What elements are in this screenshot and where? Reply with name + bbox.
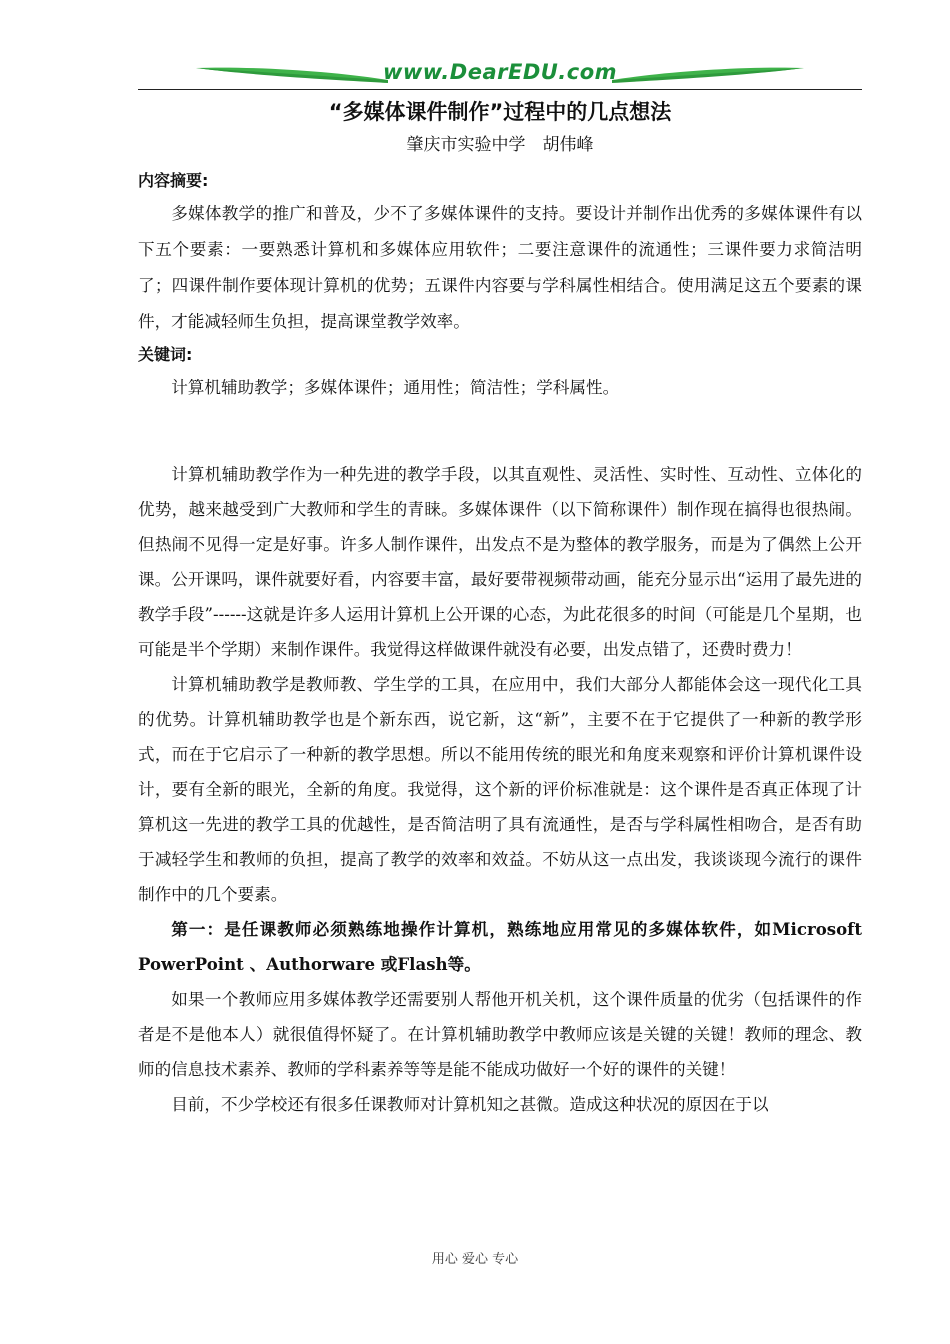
article-content [138, 166, 862, 1122]
abstract-text: 多媒体教学的推广和普及，少不了多媒体课件的支持。要设计并制作出优秀的多媒体课件有以下五个要素：一要熟悉计算机和多媒体应用软件；二要注意课件的流通性；三课件要力求简洁明了；四课件制作要体现计算机的优势；五课件内容要与学科属性相结合。使用满足这五个要素的课件，才能减轻师生负担，提高课堂教学效率。 [138, 204, 862, 331]
keywords-text: 计算机辅助教学；多媒体课件；通用性；简洁性；学科属性。 [171, 378, 620, 397]
body-paragraph-3: 如果一个教师应用多媒体教学还需要别人帮他开机关机，这个课件质量的优劣（包括课件的作者是不是他本人）就很值得怀疑了。在计算机辅助教学中教师应该是关键的关键！教师的理念、教师的信息技术素养、教师的学科素养等等是能不能成功做好一个好的课件的关键！ [138, 990, 862, 1079]
body-paragraph-4: 目前，不少学校还有很多任课教师对计算机知之甚微。造成这种状况的原因在于以 [171, 1095, 769, 1114]
site-logo-text: www.DearEDU.com [382, 60, 618, 84]
body-paragraph-1: 计算机辅助教学作为一种先进的教学手段，以其直观性、灵活性、实时性、互动性、立体化的优势，越来越受到广大教师和学生的青睐。多媒体课件（以下简称课件）制作现在搞得也很热闹。但热闹不见得一定是好事。许多人制作课件，出发点不是为整体的教学服务，而是为了偶然上公开课。公开课吗，课件就要好看，内容要丰富，最好要带视频带动画，能充分显示出“运用了最先进的教学手段”------这就是许多人运用计算机上公开课的心态，为此花很多的时间（可能是几个星期，也可能是半个学期）来制作课件。我觉得这样做课件就没有必要，出发点错了，还费时费力！ [138, 465, 862, 659]
site-banner [138, 56, 862, 100]
page-footer: 用心 爱心 专心 [431, 1252, 519, 1267]
section-spacer [138, 435, 862, 457]
article-author: 肇庆市实验中学 胡伟峰 [406, 135, 594, 155]
abstract-label: 内容摘要: [138, 171, 209, 190]
article-title: “多媒体课件制作”过程中的几点想法 [328, 100, 672, 124]
keywords-label: 关键词: [138, 345, 193, 364]
header-rule [138, 89, 862, 90]
body-paragraph-2: 计算机辅助教学是教师教、学生学的工具，在应用中，我们大部分人都能体会这一现代化工具的优势。计算机辅助教学也是个新东西，说它新，这“新”，主要不在于它提供了一种新的教学形式，而在于它启示了一种新的教学思想。所以不能用传统的眼光和角度来观察和评价计算机课件设计，要有全新的眼光，全新的角度。我觉得，这个新的评价标准就是：这个课件是否真正体现了计算机这一先进的教学工具的优越性，是否简洁明了具有流通性，是否与学科属性相吻合，是否有助于减轻学生和教师的负担，提高了教学的效率和效益。不妨从这一点出发，我谈谈现今流行的课件制作中的几个要素。 [138, 675, 862, 904]
point-one-heading: 第一：是任课教师必须熟练地操作计算机，熟练地应用常见的多媒体软件，如Microsoft PowerPoint 、Authorware 或Flash等。 [138, 919, 862, 974]
